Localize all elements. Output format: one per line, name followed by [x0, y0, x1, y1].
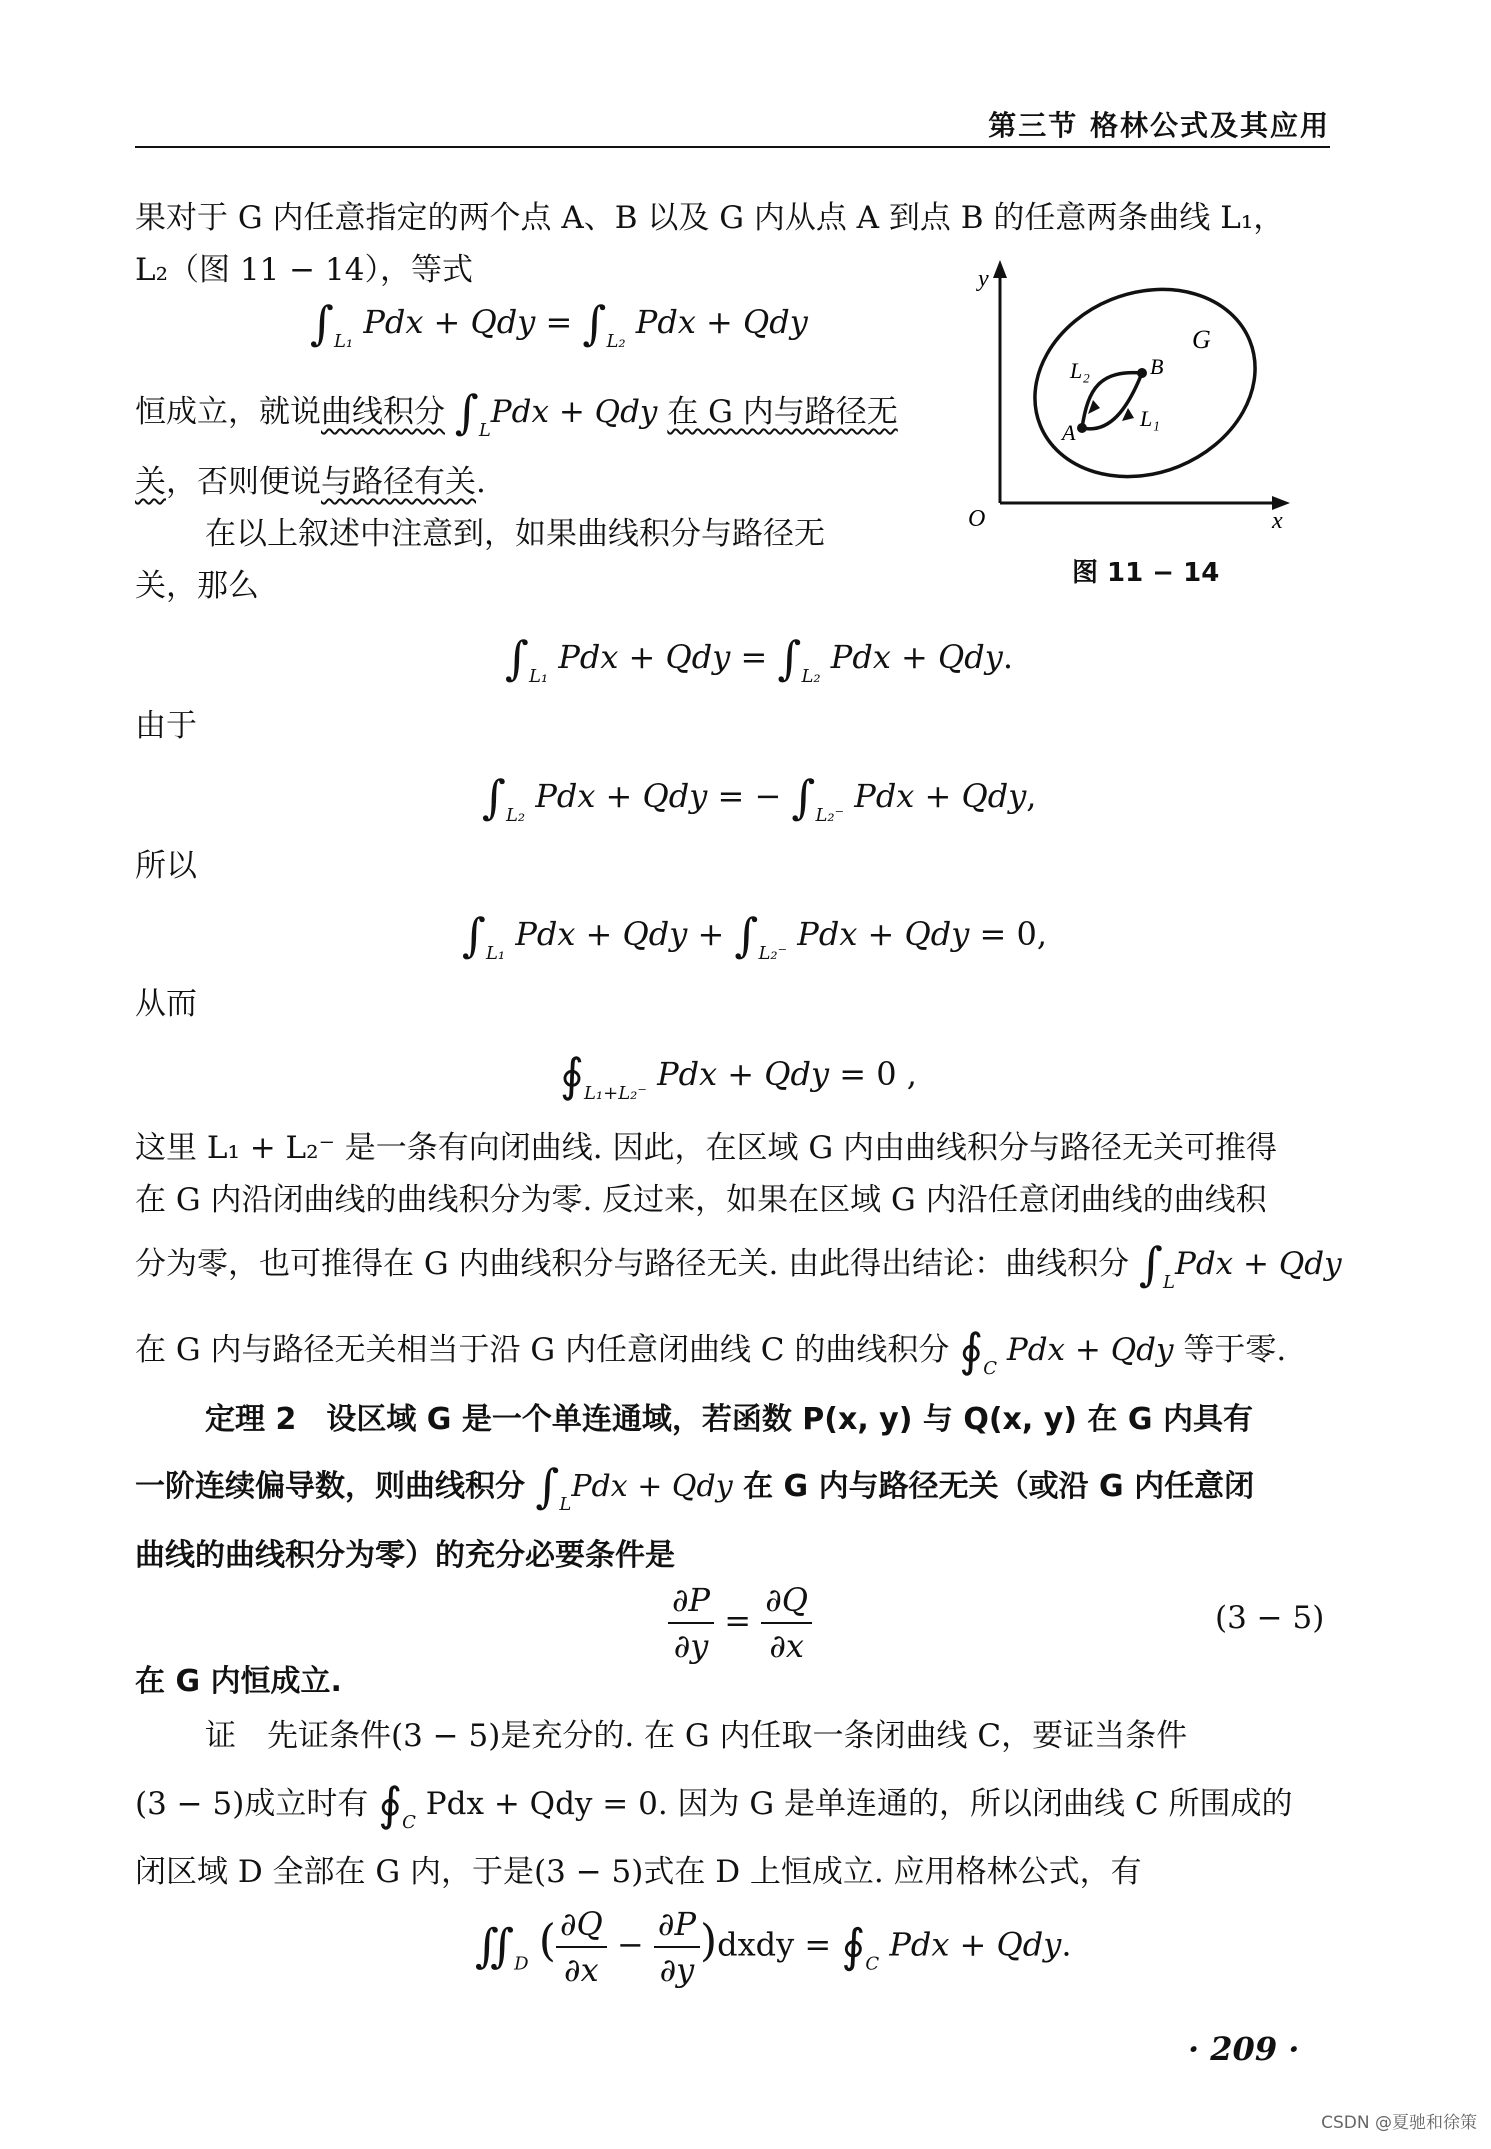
figure-caption: 图 11 − 14	[1072, 558, 1220, 588]
point-a	[1077, 423, 1087, 433]
text-line-18: 在 G 内与路径无关相当于沿 G 内任意闭曲线 C 的曲线积分 $∮_C$ Pdx + Qdy 等于零.	[135, 1323, 1287, 1379]
equation-3-5: $\frac{\partial P}{\partial y}$ = $\frac{\partial Q}{\partial x}$	[668, 1578, 812, 1668]
curve-l1	[1082, 373, 1142, 429]
text-line-15: 这里 L₁ + L₂⁻ 是一条有向闭曲线. 因此，在区域 G 内由曲线积分与路径无关可推得	[135, 1130, 1277, 1166]
header-rule	[135, 146, 1330, 148]
y-axis-arrow	[993, 260, 1007, 278]
label-g: G	[1192, 325, 1211, 354]
point-b	[1137, 368, 1147, 378]
label-l2: L₂	[1070, 358, 1090, 383]
equation-3: $\int_{L_2}$ Pdx + Qdy = − $\int_{L_2^-}$ Pdx + Qdy,	[482, 770, 1037, 826]
text-line-13: 从而	[135, 986, 197, 1022]
label-l1: L₁	[1140, 406, 1160, 431]
proof-line-2: (3 − 5)成立时有 $∮_C$ Pdx + Qdy = 0. 因为 G 是单连通的，所以闭曲线 C 所围成的	[135, 1777, 1293, 1833]
text-line-11: 所以	[135, 848, 197, 884]
label-y: y	[978, 266, 989, 292]
figure-11-14	[960, 258, 1300, 588]
theorem-2-line-2: 一阶连续偏导数，则曲线积分 $\int_LPdx$ + Qdy 在 G 内与路径无关（或沿 G 内任意闭	[135, 1459, 1255, 1515]
text-line-9: 由于	[135, 708, 197, 744]
equation-green: $∬_D$ ( $\frac{\partial Q}{\partial x}$ − $\frac{\partial P}{\partial y}$ )dxdy = $∮_C$ Pdx + Qdy.	[475, 1902, 1072, 1992]
text-line-16: 在 G 内沿闭曲线的曲线积分为零. 反过来，如果在区域 G 内沿任意闭曲线的曲线积	[135, 1182, 1267, 1218]
equation-4: $\int_{L_1}$ Pdx + Qdy + $\int_{L_2^-}$ Pdx + Qdy = 0,	[462, 908, 1047, 964]
defined-term-path-independent: 在 G 内与路径无	[667, 394, 898, 430]
text-line-17: 分为零，也可推得在 G 内曲线积分与路径无关. 由此得出结论：曲线积分 $\int_LPdx$ + Qdy	[135, 1237, 1342, 1293]
proof-line-1: 证 先证条件(3 − 5)是充分的. 在 G 内任取一条闭曲线 C，要证当条件	[205, 1718, 1188, 1754]
region-g-boundary	[1007, 258, 1284, 509]
text-line-1: 果对于 G 内任意指定的两个点 A、B 以及 G 内从点 A 到点 B 的任意两条曲线 L₁，	[135, 200, 1285, 236]
watermark: CSDN @夏驰和徐策	[1321, 2113, 1477, 2133]
text-line-4: 恒成立，就说曲线积分 $\int_LPdx$ + Qdy 在 G 内与路径无	[135, 385, 898, 441]
equation-5: $∮_{L_1+L_2^-}$ Pdx + Qdy = 0 ,	[560, 1048, 917, 1104]
theorem-2-line-5: 在 G 内恒成立.	[135, 1664, 342, 1699]
defined-term-line-integral: 曲线积分	[321, 394, 445, 430]
label-a: A	[1062, 420, 1076, 445]
running-header	[135, 98, 1330, 148]
label-b: B	[1150, 354, 1164, 379]
defined-term-path-dependent: 与路径有关	[321, 464, 476, 500]
equation-1: $\int_{L_1}$ Pdx + Qdy = $\int_{L_2}$ Pdx + Qdy	[310, 296, 808, 352]
page-number: · 209 ·	[1188, 2030, 1300, 2068]
label-x: x	[1272, 508, 1283, 534]
header-title: 第三节 格林公式及其应用	[988, 109, 1330, 142]
text-line-7: 关，那么	[135, 568, 259, 604]
label-o: O	[968, 506, 986, 532]
theorem-2-line-1: 定理 2 设区域 G 是一个单连通域，若函数 P(x, y) 与 Q(x, y) 在 G 内具有	[205, 1402, 1253, 1437]
figure-diagram	[960, 258, 1300, 588]
equation-number: (3 − 5)	[1215, 1600, 1325, 1636]
theorem-2-line-3: 曲线的曲线积分为零）的充分必要条件是	[135, 1538, 675, 1573]
text-line-5: 关，否则便说与路径有关.	[135, 464, 486, 500]
equation-2: $\int_{L_1}$ Pdx + Qdy = $\int_{L_2}$ Pdx + Qdy.	[505, 631, 1013, 687]
text-line-6: 在以上叙述中注意到，如果曲线积分与路径无	[205, 516, 825, 552]
text-line-2: L₂（图 11 − 14），等式	[135, 252, 473, 288]
proof-line-3: 闭区域 D 全部在 G 内，于是(3 − 5)式在 D 上恒成立. 应用格林公式，有	[135, 1854, 1142, 1890]
